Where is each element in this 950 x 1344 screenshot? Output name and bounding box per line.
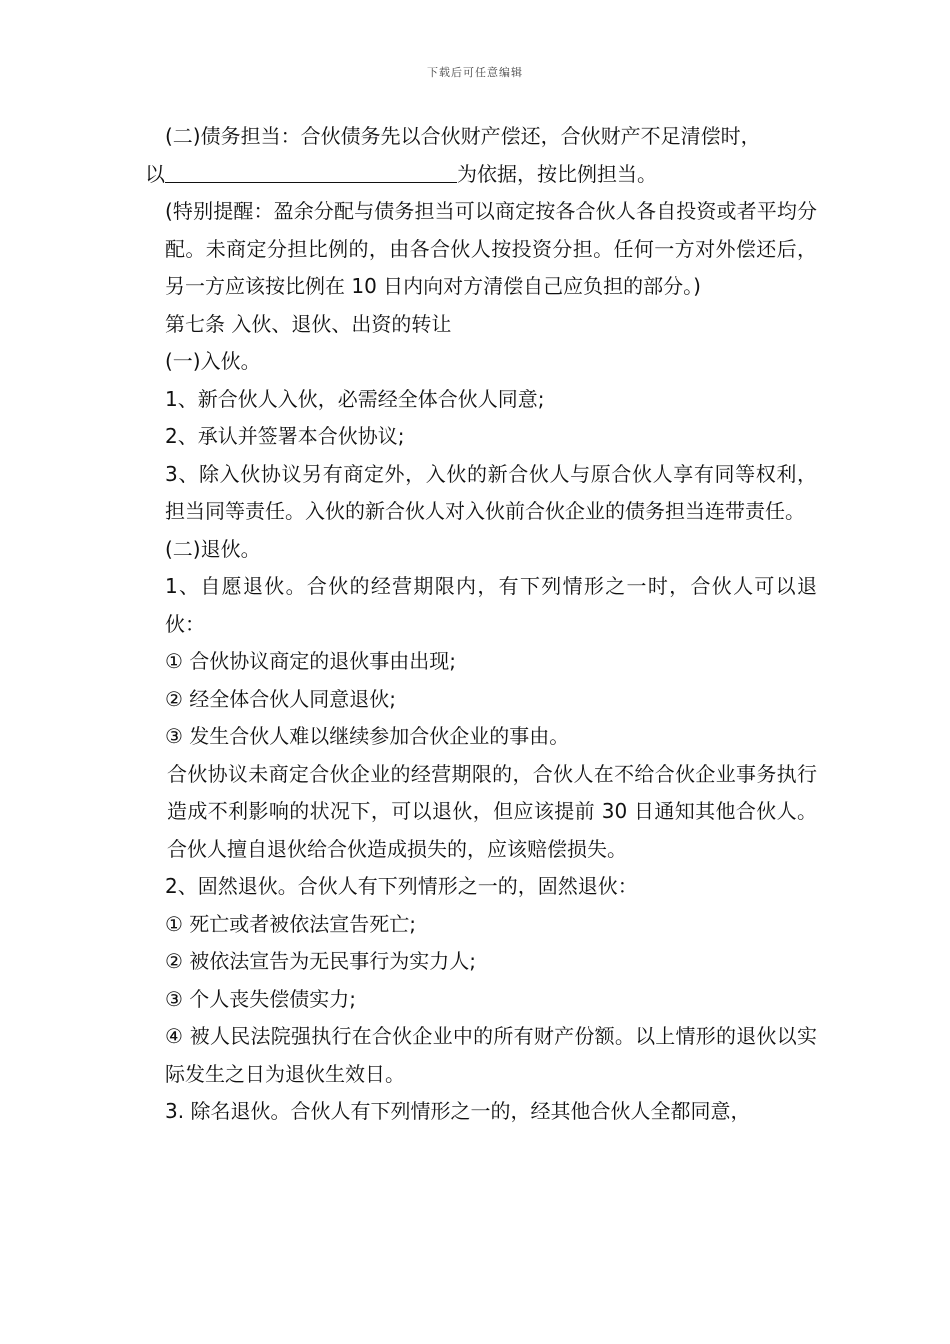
- document-body: [145, 118, 817, 1131]
- section-withdrawal-heading: (二)退伙。: [165, 536, 261, 561]
- fill-in-blank[interactable]: [165, 162, 457, 183]
- automatic-case-3: ③ 个人丧失偿债实力;: [165, 986, 357, 1011]
- admission-item-2: 2、承认并签署本合伙协议;: [165, 424, 405, 448]
- paragraph-no-term-withdrawal: 合伙协议未商定合伙企业的经营期限的，合伙人在不给合伙企业事务执行造成不利影响的状况下，可以退伙，但应该提前 30 日通知其他合伙人。合伙人擅自退伙给合伙造成损失的，应该赔偿损失。: [167, 761, 817, 861]
- voluntary-case-3: ③ 发生合伙人难以继续参加合伙企业的事由。: [165, 724, 570, 748]
- debt-basis-suffix: 为依据，按比例担当。: [457, 161, 657, 186]
- withdrawal-voluntary: 1、自愿退伙。合伙的经营期限内，有下列情形之一时，合伙人可以退伙：: [165, 574, 817, 636]
- automatic-case-4: ④ 被人民法院强执行在合伙企业中的所有财产份额。以上情形的退伙以实际发生之日为退伙生效日。: [165, 1024, 817, 1086]
- page-header: 下载后可任意编辑: [427, 66, 523, 79]
- admission-item-3: 3、除入伙协议另有商定外，入伙的新合伙人与原合伙人享有同等权利，担当同等责任。入伙的新合伙人对入伙前合伙企业的债务担当连带责任。: [165, 461, 817, 523]
- withdrawal-automatic: 2、固然退伙。合伙人有下列情形之一的，固然退伙：: [165, 874, 638, 898]
- paragraph-special-reminder: (特别提醒：盈余分配与债务担当可以商定按各合伙人各自投资或者平均分配。未商定分担比例的，由各合伙人按投资分担。任何一方对外偿还后，另一方应该按比例在 10 日内向对方清偿自己应负担的部分。): [165, 199, 817, 298]
- paragraph-debt-basis: [145, 156, 817, 194]
- voluntary-case-1: ① 合伙协议商定的退伙事由出现;: [165, 649, 457, 673]
- voluntary-case-2: ② 经全体合伙人同意退伙;: [165, 686, 397, 711]
- debt-basis-prefix: 以: [145, 161, 165, 186]
- paragraph-debt-liability: (二)债务担当：合伙债务先以合伙财产偿还，合伙财产不足清偿时，: [165, 124, 761, 148]
- admission-item-1: 1、新合伙人入伙，必需经全体合伙人同意;: [165, 386, 545, 411]
- withdrawal-expulsion: 3. 除名退伙。合伙人有下列情形之一的，经其他合伙人全都同意，: [165, 1099, 751, 1123]
- automatic-case-1: ① 死亡或者被依法宣告死亡;: [165, 911, 417, 936]
- article-seven-heading: 第七条 入伙、退伙、出资的转让: [165, 311, 452, 336]
- automatic-case-2: ② 被依法宣告为无民事行为实力人;: [165, 949, 477, 973]
- section-admission-heading: (一)入伙。: [165, 349, 261, 373]
